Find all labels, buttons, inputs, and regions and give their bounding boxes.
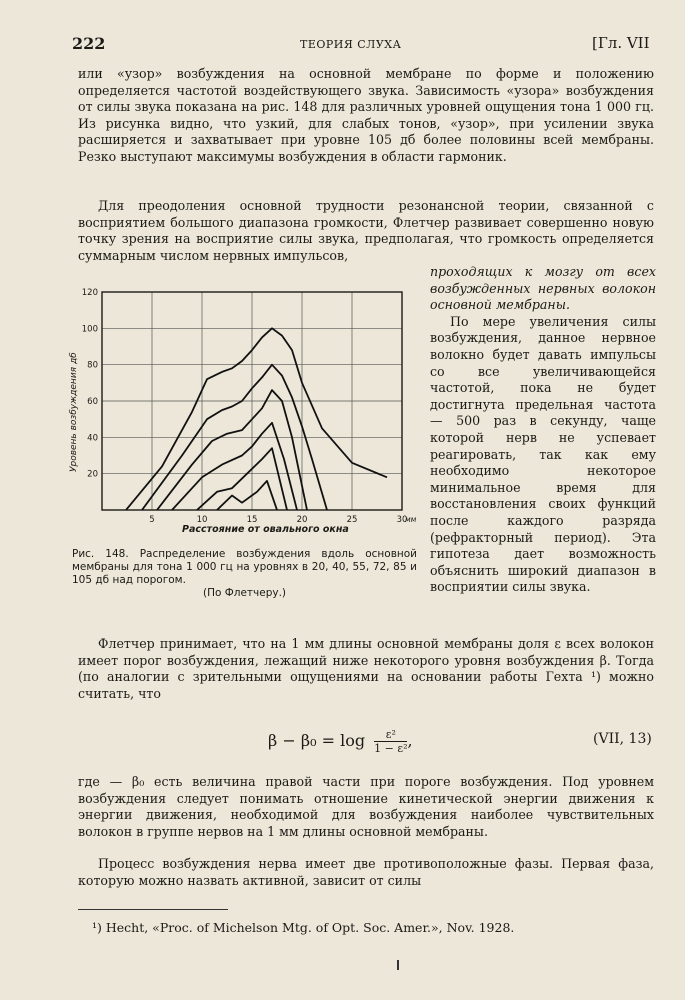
page-mark — [397, 960, 399, 970]
paragraph-3-continuation: проходящих к мозгу от всех возбужденных нервных волокон основной мембраны. — [430, 264, 656, 313]
footnote-rule — [78, 909, 228, 910]
formula-numerator: ε² — [374, 728, 407, 742]
chart-grid — [102, 292, 402, 510]
y-tick-label: 80 — [87, 360, 98, 371]
page-number: 222 — [72, 34, 106, 53]
x-tick-label: 20 — [296, 515, 308, 525]
caption-text: Рис. 148. Распределение возбуждения вдоль основной мембраны для тона 1 000 гц на уровнях в 20, 40, 55, 72, 85 и 105 дб над порогом. — [72, 548, 417, 586]
y-tick-label: 20 — [87, 469, 98, 480]
y-tick-label: 100 — [81, 324, 98, 335]
x-unit-label: мм — [405, 515, 417, 524]
series-line-105db — [126, 328, 387, 510]
footnote: ¹) Hecht, «Proc. of Michelson Mtg. of Opt. Soc. Amer.», Nov. 1928. — [92, 920, 515, 935]
excitation-chart — [62, 282, 422, 544]
y-tick-label: 120 — [81, 288, 98, 298]
paragraph-3-body: По мере увеличения силы возбуждения, данное нервное волокно будет давать импульсы со все увеличивающейся частотой, пока не будет достигнута предельная частота — 500 раз в секунду, чаще которой нерв не успевает реагировать, так как ему необходимо некоторое минимальное время для восстановления своих функций после каждого разряда (рефракторный период). Эта гипотеза дает возможность объяснить широкий диапазон в восприятии силы звука. — [430, 313, 656, 595]
paragraph-3 — [430, 264, 656, 596]
x-tick-label: 30 — [396, 515, 408, 525]
paragraph-4: Флетчер принимает, что на 1 мм длины основной мембраны доля ε всех волокон имеет порог возбуждения, лежащий ниже некоторого уровня возбуждения β. Тогда (по аналогии с зрительными ощущениями на основании работы Гехта ¹) можно считать, что — [78, 636, 654, 701]
paragraph-1: или «узор» возбуждения на основной мембране по форме и положению определяется частотой воздействующего звука. Зависимость «узора» возбуждения от силы звука показана на рис. 148 для различных уровней ощущения тона 1 000 гц. Из рисунка видно, что узкий, для слабых тонов, «узор», при усилении звука расширяется и захватывает при уровне 105 дб более половины всей мембраны. Резко выступают максимумы возбуждения в области гармоник. — [78, 66, 654, 164]
x-tick-label: 5 — [149, 515, 155, 525]
formula — [268, 728, 413, 755]
y-tick-label: 60 — [87, 397, 98, 407]
formula-tail: , — [407, 731, 413, 750]
x-tick-label: 10 — [196, 515, 208, 525]
chapter-label: [Гл. VII — [592, 34, 650, 52]
x-tick-label: 15 — [246, 515, 258, 525]
x-tick-label: 25 — [346, 515, 358, 525]
formula-denominator: 1 − ε² — [374, 742, 408, 755]
running-title: ТЕОРИЯ СЛУХА — [300, 38, 402, 51]
caption-source: (По Флетчеру.) — [202, 587, 287, 599]
y-tick-label: 40 — [87, 433, 98, 444]
figure-caption — [72, 548, 417, 600]
series-line-20db — [217, 481, 277, 510]
paragraph-5: где — β₀ есть величина правой части при пороге возбуждения. Под уровнем возбуждения следует понимать отношение кинетической энергии движения к энергии движения, необходимой для возбуждения наиболее чувствительных волокон в группе нервов на 1 мм длины основной мембраны. — [78, 774, 654, 839]
formula-fraction — [374, 728, 407, 755]
chart-series — [126, 328, 387, 510]
paragraph-2: Для преодоления основной трудности резонансной теории, связанной с восприятием большого диапазона громкости, Флетчер развивает совершенно новую точку зрения на восприятие силы звука, предполагая, что громкость определяется суммарным числом нервных импульсов, — [78, 198, 654, 263]
formula-lhs: β − β₀ = log — [268, 731, 366, 750]
chart-ticks — [82, 288, 417, 525]
paragraph-6: Процесс возбуждения нерва имеет две противоположные фазы. Первая фаза, которую можно назвать активной, зависит от силы — [78, 856, 654, 888]
x-axis-label: Расстояние от овального окна — [182, 524, 349, 535]
equation-number: (VII, 13) — [593, 731, 652, 747]
y-axis-label: Уровень возбуждения дб — [69, 352, 79, 472]
series-line-72db — [157, 390, 307, 510]
